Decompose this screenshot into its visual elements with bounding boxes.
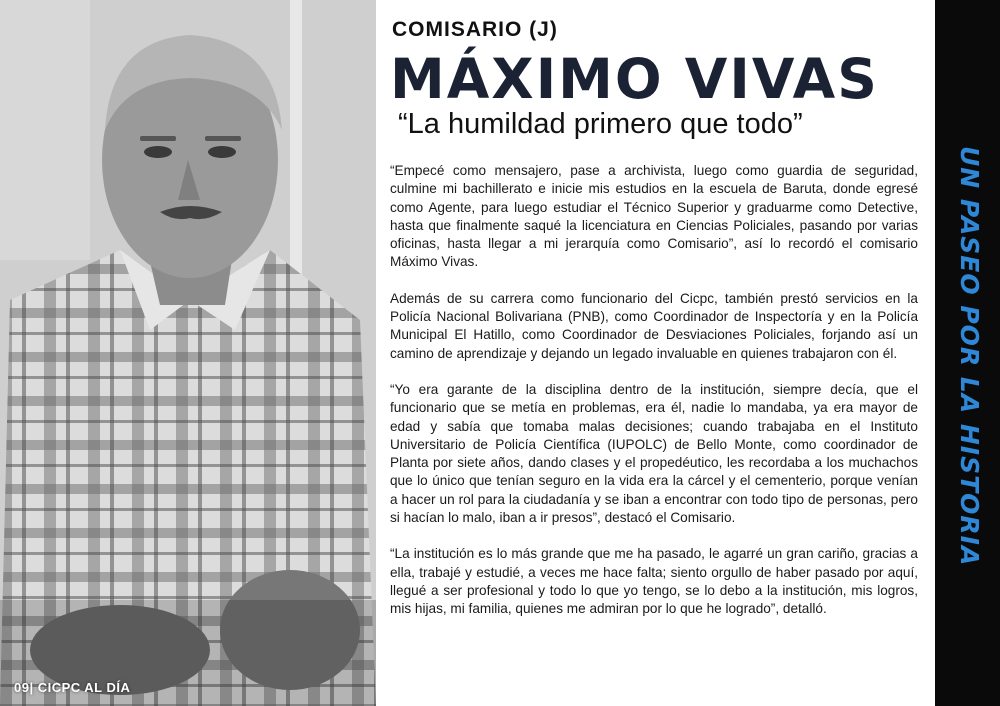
paragraph: “Yo era garante de la disciplina dentro de la institución, siempre decía, que el funcionario que se metía en problemas, era él, nadie lo mandaba, ya era mayor de edad y sabía que tomaba malas decisiones; cuando trabajaba en el Instituto Universitario de Policía Científica (IUPOLC) de Bello Monte, como coordinador de Planta por siete años, dando clases y el propedéutico, les recordaba a los muchachos que lo único que tenían seguro en la vida era la cárcel y el cementerio, porque venían a hacer un rol para la ciudadanía y se iban a encontrar con todo tipo de personas, pero si hacían lo malo, iban a ir presos”, destacó el Comisario. xyxy=(390,381,918,526)
article-body xyxy=(390,162,918,637)
article-content xyxy=(390,0,920,706)
rank-label: COMISARIO (J) xyxy=(392,18,558,41)
person-name: MÁXIMO VIVAS xyxy=(390,47,879,111)
section-title: UN PASEO POR LA HISTORIA xyxy=(955,146,984,567)
paragraph: Además de su carrera como funcionario del Cicpc, también prestó servicios en la Policía Nacional Bolivariana (PNB), como Coordinador de Inspectoría y en la Policía Municipal El Hatillo, como Coordinador de Desviaciones Policiales, forjando así un camino de aprendizaje y dejando un legado invaluable en quienes trabajaron con él. xyxy=(390,290,918,361)
side-band xyxy=(935,0,1000,706)
page-footer: 09| CICPC AL DÍA xyxy=(14,680,131,695)
headline-quote: “La humildad primero que todo” xyxy=(398,108,803,140)
paragraph: “La institución es lo más grande que me ha pasado, le agarré un gran cariño, gracias a ella, trabajé y estudié, a veces me hace falta; siento orgullo de haber pasado por aquí, llegué a ser profesional y todo lo que yo tengo, se lo debo a la institución, mis logros, mis hijas, mi familia, quienes me admiran por lo que he logrado”, detalló. xyxy=(390,546,918,617)
portrait-photo xyxy=(0,0,376,706)
portrait-illustration xyxy=(0,0,376,706)
paragraph: “Empecé como mensajero, pase a archivista, luego como guardia de seguridad, culmine mi bachillerato e inicie mis estudios en la escuela de Baruta, donde egresé como Agente, para luego estudiar el Técnico Superior y graduarme como Detective, hasta que finalmente saqué la licenciatura en Ciencias Policiales, pasando por varias oficinas, hasta llegar a mi jerarquía como Comisario”, así lo recordó el comisario Máximo Vivas. xyxy=(390,163,918,270)
